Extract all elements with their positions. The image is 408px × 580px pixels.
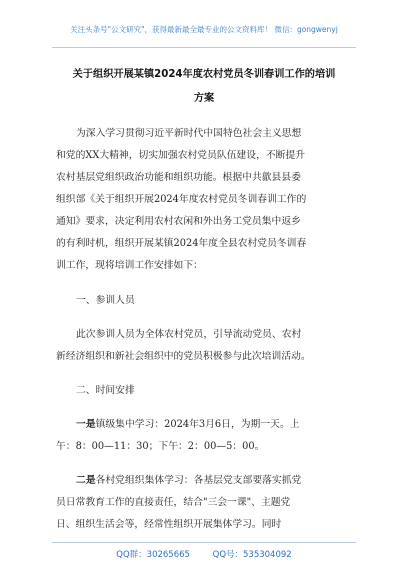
paragraph-3-text: 镇级集中学习：2024年3月6日，为期一天。上 bbox=[95, 419, 300, 430]
paragraph-1-line: 和党的XX大精神，切实加强农村党员队伍建设，不断提升 bbox=[56, 150, 306, 161]
document-title-line1: 关于组织开展某镇2024年度农村党员冬训春训工作的培训 bbox=[72, 69, 336, 80]
paragraph-1-line: 为深入学习贯彻习近平新时代中国特色社会主义思想 bbox=[76, 128, 302, 139]
paragraph-3-line: 午：8：00—11：30；下午：2：00—5：00。 bbox=[56, 441, 265, 452]
paragraph-4-text: 各村党组织集体学习：各基层党支部要落实抓党 bbox=[95, 475, 302, 486]
paragraph-4-line: 员日常教育工作的直接责任，结合"三会一课"、主题党 bbox=[56, 497, 291, 508]
paragraph-1-line: 组织部《关于组织开展2024年度农村党员冬训春训工作的 bbox=[56, 194, 307, 205]
footer-qq-number: QQ号：535304092 bbox=[212, 550, 292, 560]
document-title-line2: 方案 bbox=[193, 93, 215, 104]
paragraph-1-line: 训工作，现将培训工作安排如下： bbox=[56, 260, 203, 271]
paragraph-2-line: 新经济组织和新社会组织中的党员积极参与此次培训活动。 bbox=[56, 351, 311, 362]
footer-qq-group: QQ群：30265665 bbox=[116, 550, 190, 560]
section-heading-schedule: 二、时间安排 bbox=[76, 385, 135, 396]
bold-marker-first: 一是 bbox=[76, 419, 96, 430]
paragraph-1-line: 的有利时机，组织开展某镇2024年度全县农村党员冬训春 bbox=[56, 238, 307, 249]
header-divider bbox=[52, 47, 356, 48]
paragraph-1-line: 农村基层党组织政治功能和组织功能。根据中共歙县县委 bbox=[56, 172, 301, 183]
paragraph-3-line bbox=[76, 416, 376, 430]
page-footer bbox=[0, 548, 408, 560]
paragraph-1-line: 通知》要求，决定利用农村农闲和外出务工党员集中返乡 bbox=[56, 216, 301, 227]
page-header-banner: 关注头条号"公文研究"，获得最新最全最专业的公文资料库！ 微信：gongwenyj bbox=[70, 25, 338, 34]
paragraph-2-line: 此次参训人员为全体农村党员，引导流动党员、农村 bbox=[76, 329, 302, 340]
footer-divider bbox=[52, 542, 356, 543]
paragraph-4-line bbox=[76, 472, 376, 486]
paragraph-4-line: 日、组织生活会等，经常性组织开展集体学习。同时 bbox=[56, 519, 282, 530]
bold-marker-second: 二是 bbox=[76, 475, 96, 486]
section-heading-participants: 一、参训人员 bbox=[76, 295, 135, 306]
